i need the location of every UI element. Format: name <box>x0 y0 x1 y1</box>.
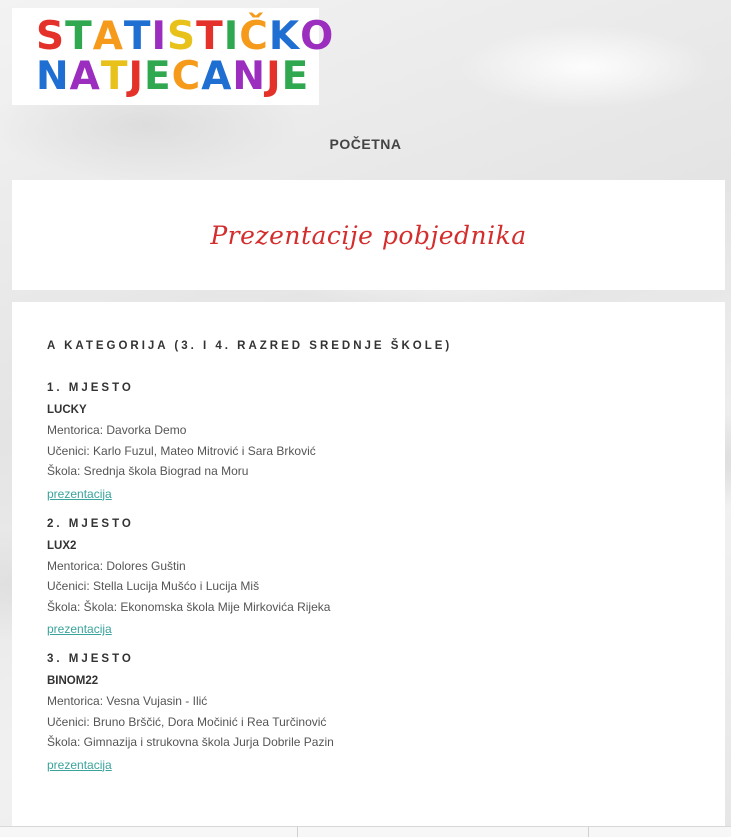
place-item <box>47 652 690 774</box>
logo-letter: A <box>92 13 124 59</box>
students-text: Učenici: Bruno Brščić, Dora Močinić i Rea Turčinović <box>47 714 327 729</box>
logo-letter: O <box>300 13 335 59</box>
logo-letter: J <box>128 53 144 99</box>
place-item <box>47 517 690 639</box>
main-content <box>12 302 725 837</box>
logo-letter: A <box>201 53 233 99</box>
page-title: Prezentacije pobjednika <box>210 220 527 250</box>
school-text: Škola: Gimnazija i strukovna škola Jurja Dobrile Pazin <box>47 735 334 749</box>
logo-letter: T <box>100 53 129 99</box>
category-title: A KATEGORIJA (3. I 4. RAZRED SREDNJE ŠKOLE) <box>47 340 453 352</box>
logo-letter: E <box>281 53 310 99</box>
logo-letter: T <box>196 13 224 59</box>
logo-line-2 <box>36 53 319 99</box>
students-text: Učenici: Stella Lucija Mušćo i Lucija Miš <box>47 579 260 593</box>
place-item <box>47 381 690 503</box>
logo-letter: I <box>223 13 240 59</box>
logo-letter: I <box>151 13 168 59</box>
hero-banner <box>12 180 725 290</box>
logo-line-1 <box>36 13 335 59</box>
logo-letter: Č <box>239 13 269 59</box>
logo-letter: T <box>123 13 152 59</box>
presentation-link[interactable]: prezentacija <box>47 622 112 636</box>
logo-letter: T <box>65 13 93 59</box>
logo-letter: A <box>69 53 101 99</box>
nav-item-home[interactable]: POČETNA <box>329 136 402 152</box>
team-name: BINOM22 <box>47 675 99 687</box>
logo-letter: J <box>266 53 282 99</box>
bottom-bar-divider <box>297 827 298 837</box>
mentor-text: Mentorica: Dolores Guštin <box>47 558 186 573</box>
place-title: 2. MJESTO <box>47 517 134 530</box>
logo-letter: N <box>36 53 70 99</box>
school-text: Škola: Srednja škola Biograd na Moru <box>47 464 249 478</box>
place-title: 3. MJESTO <box>47 653 134 665</box>
logo-letter: K <box>268 13 301 59</box>
presentation-link[interactable]: prezentacija <box>47 486 112 501</box>
mentor-text: Mentorica: Vesna Vujasin - Ilić <box>47 694 208 708</box>
site-logo[interactable] <box>12 8 335 105</box>
logo-letter: S <box>167 13 197 59</box>
place-title: 1. MJESTO <box>47 382 134 394</box>
mentor-text: Mentorica: Davorka Demo <box>47 423 187 437</box>
logo-letter: S <box>36 13 66 59</box>
logo-letter: N <box>232 53 267 99</box>
logo-letter: E <box>143 53 172 99</box>
team-name: LUX2 <box>47 539 77 552</box>
bottom-bar-divider <box>588 827 589 837</box>
team-name: LUCKY <box>47 404 87 416</box>
bottom-bar <box>0 826 731 837</box>
students-text: Učenici: Karlo Fuzul, Mateo Mitrović i Sara Brković <box>47 443 316 458</box>
main-nav <box>0 136 731 154</box>
logo-letter: C <box>171 53 202 99</box>
school-text: Škola: Škola: Ekonomska škola Mije Mirkovića Rijeka <box>47 599 331 614</box>
presentation-link[interactable]: prezentacija <box>47 757 112 772</box>
